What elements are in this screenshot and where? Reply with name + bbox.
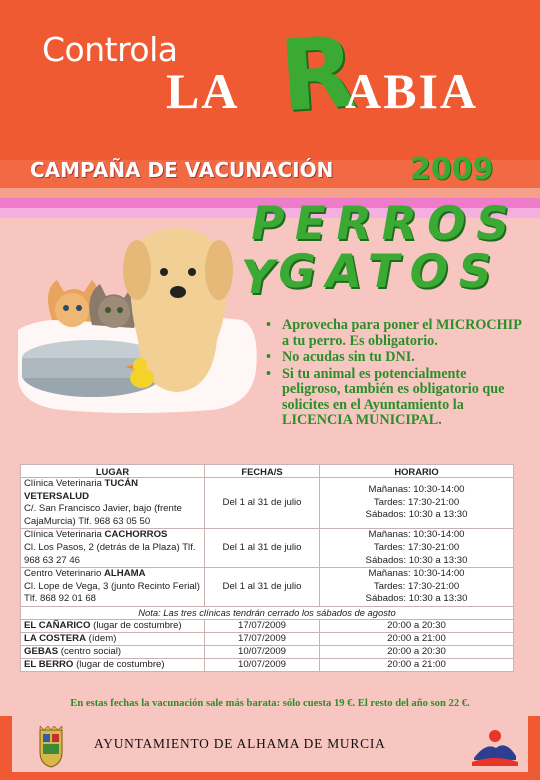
- table-header-row: [21, 465, 514, 478]
- table-row: [21, 632, 514, 645]
- hours-line: Tardes: 17:30-21:00: [373, 496, 460, 508]
- table-row: [21, 478, 514, 529]
- location-hours: 20:00 a 21:00: [320, 632, 514, 645]
- advice-item: • Aprovecha para poner el MICROCHIP a tu perro. Es obligatorio.: [262, 318, 524, 349]
- location-name: LA COSTERA: [24, 633, 87, 645]
- location-detail: (ídem): [86, 633, 117, 645]
- animals-line-2: GATOS: [273, 244, 507, 298]
- clinic-type: Centro Veterinario: [24, 568, 104, 580]
- location-name: EL BERRO: [24, 659, 74, 671]
- table-row: [21, 568, 514, 607]
- title-abia: ABIA: [345, 63, 479, 119]
- pets-photo: [12, 200, 262, 415]
- clinic-name: TUCÁN VETERSALUD: [24, 478, 139, 502]
- price-footnote: En estas fechas la vacunación sale más barata: sólo cuesta 19 €. El resto del año son 22 €.: [70, 698, 470, 709]
- title-controla: Controla: [42, 30, 178, 69]
- advice-item: • Si tu animal es potencialmente peligroso, también es obligatorio que solicites en el Ayuntamiento la LICENCIA MUNICIPAL.: [262, 367, 524, 429]
- clinic-hours: [320, 568, 514, 607]
- title-r-letter: R: [276, 15, 360, 135]
- advice-list: [262, 318, 524, 430]
- clinic-type: Clínica Veterinaria: [24, 529, 105, 541]
- municipal-logo-icon: [472, 726, 518, 768]
- animals-line-1: PERROS Y: [236, 196, 524, 304]
- location-date: 10/07/2009: [205, 645, 320, 658]
- location-date: 17/07/2009: [205, 619, 320, 632]
- table-note-row: [21, 606, 514, 619]
- hours-line: Tardes: 17:30-21:00: [373, 580, 460, 592]
- table-row: [21, 645, 514, 658]
- clinic-name: ALHAMA: [104, 568, 146, 580]
- hours-line: Mañanas: 10:30-14:00: [368, 568, 465, 580]
- clinic-address: Cl. Los Pasos, 2 (detrás de la Plaza) Tlf. 968 63 27 46: [24, 541, 196, 566]
- hours-line: Sábados: 10:30 a 13:30: [365, 593, 468, 605]
- table-note: Nota: Las tres clínicas tendrán cerrado los sábados de agosto: [21, 606, 514, 619]
- clinic-cell: [21, 529, 205, 568]
- schedule-table: [20, 464, 514, 672]
- header-lugar: LUGAR: [21, 465, 205, 478]
- title-la: LA: [166, 63, 240, 119]
- location-detail: (centro social): [58, 646, 122, 658]
- hours-line: Sábados: 10:30 a 13:30: [365, 554, 468, 566]
- campaign-label: CAMPAÑA DE VACUNACIÓN: [30, 158, 334, 182]
- hours-line: Sábados: 10:30 a 13:30: [365, 509, 468, 521]
- clinic-dates: Del 1 al 31 de julio: [205, 568, 320, 607]
- location-hours: 20:00 a 21:00: [320, 658, 514, 671]
- clinic-address: Cl. Lope de Vega, 3 (junto Recinto Ferial) Tlf. 868 92 01 68: [24, 580, 200, 605]
- location-cell: [21, 619, 205, 632]
- clinic-hours: [320, 478, 514, 529]
- location-hours: 20:00 a 20:30: [320, 619, 514, 632]
- hours-line: Mañanas: 10:30-14:00: [368, 529, 465, 541]
- clinic-dates: Del 1 al 31 de julio: [205, 478, 320, 529]
- location-cell: [21, 632, 205, 645]
- location-date: 10/07/2009: [205, 658, 320, 671]
- table-row: [21, 529, 514, 568]
- location-cell: [21, 658, 205, 671]
- hours-line: Mañanas: 10:30-14:00: [368, 484, 465, 496]
- organization-name: AYUNTAMIENTO DE ALHAMA DE MURCIA: [94, 736, 386, 751]
- campaign-year: 2009: [410, 152, 494, 187]
- table-row: [21, 619, 514, 632]
- location-cell: [21, 645, 205, 658]
- table-row: [21, 658, 514, 671]
- location-date: 17/07/2009: [205, 632, 320, 645]
- location-name: GEBAS: [24, 646, 59, 658]
- clinic-name: CACHORROS: [104, 529, 168, 541]
- town-crest-icon: [36, 726, 66, 768]
- header-fechas: FECHA/S: [205, 465, 320, 478]
- clinic-cell: [21, 568, 205, 607]
- clinic-dates: Del 1 al 31 de julio: [205, 529, 320, 568]
- hours-line: Tardes: 17:30-21:00: [373, 541, 460, 553]
- header-horario: HORARIO: [320, 465, 514, 478]
- clinic-cell: [21, 478, 205, 529]
- location-name: EL CAÑARICO: [24, 620, 91, 632]
- location-detail: (lugar de costumbre): [90, 620, 182, 632]
- clinic-hours: [320, 529, 514, 568]
- advice-item: • No acudas sin tu DNI.: [262, 350, 524, 366]
- location-detail: (lugar de costumbre): [73, 659, 165, 671]
- clinic-type: Clínica Veterinaria: [24, 478, 105, 489]
- location-hours: 20:00 a 20:30: [320, 645, 514, 658]
- clinic-address: C/. San Francisco Javier, bajo (frente CajaMurcia) Tlf. 968 63 05 50: [24, 503, 182, 527]
